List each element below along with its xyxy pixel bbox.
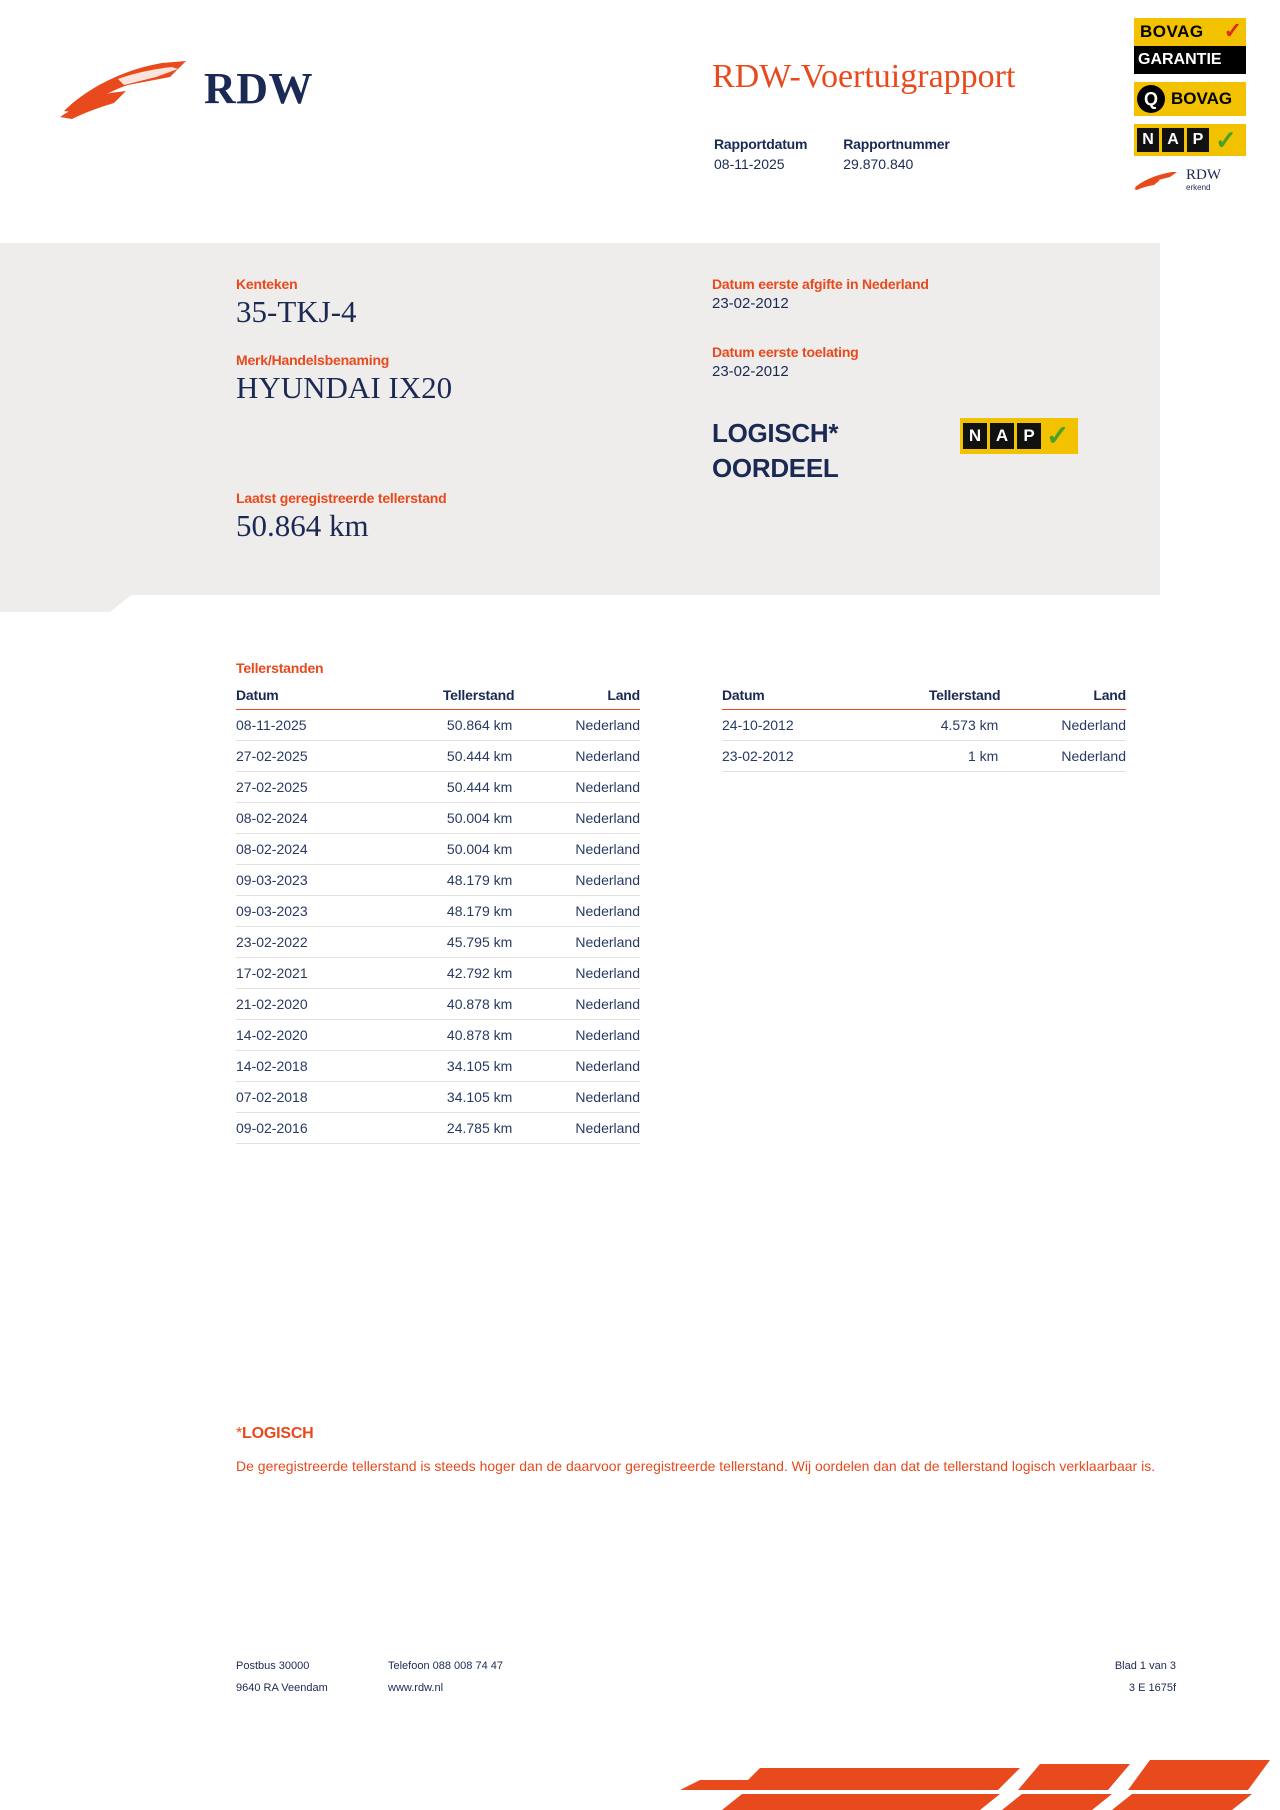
cell-land: Nederland (514, 803, 640, 834)
cell-tellerstand: 50.444 km (375, 741, 514, 772)
bovag-badge-text: BOVAG (1171, 89, 1233, 108)
eerste-afgifte-label: Datum eerste afgifte in Nederland (712, 276, 929, 292)
report-date-value: 08-11-2025 (714, 156, 785, 172)
vehicle-dates-block (712, 276, 929, 380)
rdw-erkend-word: RDW (1186, 167, 1221, 183)
column-header-land: Land (514, 684, 640, 710)
rdw-swoosh-icon (58, 55, 190, 121)
rdw-wordmark: RDW (204, 63, 314, 113)
document-header (0, 0, 1280, 240)
cell-tellerstand: 45.795 km (375, 927, 514, 958)
vehicle-identity-block (236, 276, 452, 544)
cell-land: Nederland (514, 1082, 640, 1113)
table-header-row (722, 684, 1126, 710)
cell-tellerstand: 50.004 km (375, 834, 514, 865)
nap-badge (1134, 124, 1246, 156)
cell-land: Nederland (1000, 710, 1126, 741)
table-row (236, 710, 640, 741)
footer-website[interactable]: www.rdw.nl (388, 1682, 444, 1694)
table-header-row (236, 684, 640, 710)
cell-datum: 08-02-2024 (236, 834, 375, 865)
kenteken-block (236, 276, 452, 330)
cell-tellerstand: 34.105 km (375, 1082, 514, 1113)
nap-letter-n: N (1137, 128, 1159, 152)
bottom-stripe-decoration (0, 1750, 1280, 1810)
eerste-toelating-label: Datum eerste toelating (712, 344, 859, 360)
footer-row-2 (236, 1682, 1176, 1694)
table-row (236, 865, 640, 896)
cell-tellerstand: 50.864 km (375, 710, 514, 741)
rdw-logo (58, 55, 313, 121)
merk-block (236, 352, 452, 406)
cell-tellerstand: 48.179 km (375, 865, 514, 896)
table-row (236, 896, 640, 927)
footnote-title-text: LOGISCH (242, 1425, 314, 1442)
footer-plaats: 9640 RA Veendam (236, 1682, 328, 1694)
cell-tellerstand: 34.105 km (375, 1051, 514, 1082)
cell-land: Nederland (514, 710, 640, 741)
certification-badges (1134, 18, 1262, 192)
cell-land: Nederland (514, 927, 640, 958)
laatste-tellerstand-block (236, 490, 452, 544)
footnote-star: * (236, 1425, 243, 1442)
tellerstanden-title: Tellerstanden (236, 660, 324, 676)
table-row (236, 1051, 640, 1082)
cell-datum: 14-02-2018 (236, 1051, 375, 1082)
table-row (236, 989, 640, 1020)
cell-datum: 23-02-2022 (236, 927, 375, 958)
cell-land: Nederland (514, 741, 640, 772)
rdw-erkend-badge (1134, 168, 1262, 192)
cell-datum: 08-02-2024 (236, 803, 375, 834)
bovag-garantie-badge (1134, 18, 1246, 74)
table-row (236, 1020, 640, 1051)
tellerstanden-table-left (236, 684, 640, 1144)
cell-tellerstand: 50.004 km (375, 803, 514, 834)
document-footer (236, 1660, 1176, 1704)
checkmark-icon: ✓ (1215, 125, 1237, 155)
rdw-swoosh-icon (1134, 170, 1178, 190)
laatste-tellerstand-value: 50.864 km (236, 508, 369, 543)
report-number-block (843, 136, 949, 172)
cell-tellerstand: 48.179 km (375, 896, 514, 927)
cell-land: Nederland (514, 772, 640, 803)
nap-letter-p: P (1187, 128, 1209, 152)
footnote-block (236, 1425, 1176, 1477)
cell-datum: 23-02-2012 (722, 741, 861, 772)
eerste-toelating-value: 23-02-2012 (712, 363, 789, 380)
checkmark-icon: ✓ (1046, 420, 1070, 451)
cell-land: Nederland (514, 1113, 640, 1144)
cell-land: Nederland (514, 1051, 640, 1082)
footnote-body: De geregistreerde tellerstand is steeds hoger dan de daarvoor geregistreerde tellerstand. Wij oordelen dan dat de tellerstand logisch verklaarbaar is. (236, 1458, 1156, 1474)
cell-datum: 14-02-2020 (236, 1020, 375, 1051)
kenteken-label: Kenteken (236, 276, 298, 292)
cell-datum: 21-02-2020 (236, 989, 375, 1020)
cell-tellerstand: 1 km (861, 741, 1000, 772)
nap-letter-a: A (1162, 128, 1184, 152)
report-meta (714, 136, 950, 172)
report-date-label: Rapportdatum (714, 136, 808, 152)
table-row (236, 772, 640, 803)
cell-tellerstand: 50.444 km (375, 772, 514, 803)
cell-datum: 24-10-2012 (722, 710, 861, 741)
cell-datum: 08-11-2025 (236, 710, 375, 741)
nap-letter-n: N (963, 423, 987, 449)
bovag-garantie-bottom-text: GARANTIE (1134, 46, 1246, 74)
footer-telefoon: Telefoon 088 008 74 47 (388, 1660, 503, 1672)
nap-letter-a: A (990, 423, 1014, 449)
eerste-toelating-block (712, 344, 929, 380)
cell-tellerstand: 40.878 km (375, 1020, 514, 1051)
cell-land: Nederland (514, 865, 640, 896)
cell-datum: 09-03-2023 (236, 865, 375, 896)
table-row (236, 803, 640, 834)
bovag-garantie-top-text: BOVAG (1134, 18, 1246, 46)
table-row (236, 1082, 640, 1113)
oordeel-block (712, 416, 838, 486)
nap-letter-p: P (1017, 423, 1041, 449)
eerste-afgifte-value: 23-02-2012 (712, 295, 789, 312)
bovag-q-icon: Q (1137, 85, 1165, 113)
table-row (236, 958, 640, 989)
report-number-value: 29.870.840 (843, 156, 914, 172)
cell-datum: 27-02-2025 (236, 772, 375, 803)
table-row (236, 927, 640, 958)
nap-badge (960, 418, 1078, 454)
cell-land: Nederland (514, 989, 640, 1020)
table-row (722, 710, 1126, 741)
merk-label: Merk/Handelsbenaming (236, 352, 390, 368)
report-number-label: Rapportnummer (843, 136, 950, 152)
column-header-tellerstand: Tellerstand (375, 684, 514, 710)
rdw-erkend-sub: erkend (1186, 183, 1211, 192)
cell-tellerstand: 24.785 km (375, 1113, 514, 1144)
vehicle-summary-band (0, 243, 1160, 595)
checkmark-icon: ✓ (1223, 18, 1242, 43)
oordeel-line-2: OORDEEL (712, 453, 839, 484)
cell-datum: 09-03-2023 (236, 896, 375, 927)
laatste-tellerstand-label: Laatst geregistreerde tellerstand (236, 490, 447, 506)
cell-land: Nederland (514, 1020, 640, 1051)
eerste-afgifte-block (712, 276, 929, 312)
cell-tellerstand: 42.792 km (375, 958, 514, 989)
column-header-datum: Datum (722, 684, 861, 710)
footer-code: 3 E 1675f (1128, 1682, 1176, 1694)
footer-postbus: Postbus 30000 (236, 1660, 310, 1672)
bovag-badge (1134, 82, 1246, 116)
footer-page-number: Blad 1 van 3 (1114, 1660, 1176, 1672)
report-date-block (714, 136, 807, 172)
merk-value: HYUNDAI IX20 (236, 370, 453, 405)
kenteken-value: 35-TKJ-4 (236, 294, 357, 329)
table-row (236, 834, 640, 865)
column-header-land: Land (1000, 684, 1126, 710)
cell-land: Nederland (514, 958, 640, 989)
footnote-title (236, 1425, 1176, 1443)
tellerstanden-table-right (722, 684, 1126, 772)
cell-datum: 09-02-2016 (236, 1113, 375, 1144)
table-row (722, 741, 1126, 772)
table-row (236, 1113, 640, 1144)
cell-land: Nederland (1000, 741, 1126, 772)
cell-land: Nederland (514, 896, 640, 927)
column-header-datum: Datum (236, 684, 375, 710)
oordeel-line-1: LOGISCH* (712, 418, 839, 448)
cell-tellerstand: 4.573 km (861, 710, 1000, 741)
page-title: RDW-Voertuigrapport (712, 58, 1016, 95)
table-row (236, 741, 640, 772)
cell-tellerstand: 40.878 km (375, 989, 514, 1020)
cell-land: Nederland (514, 834, 640, 865)
cell-datum: 17-02-2021 (236, 958, 375, 989)
cell-datum: 07-02-2018 (236, 1082, 375, 1113)
footer-row-1 (236, 1660, 1176, 1672)
column-header-tellerstand: Tellerstand (861, 684, 1000, 710)
cell-datum: 27-02-2025 (236, 741, 375, 772)
